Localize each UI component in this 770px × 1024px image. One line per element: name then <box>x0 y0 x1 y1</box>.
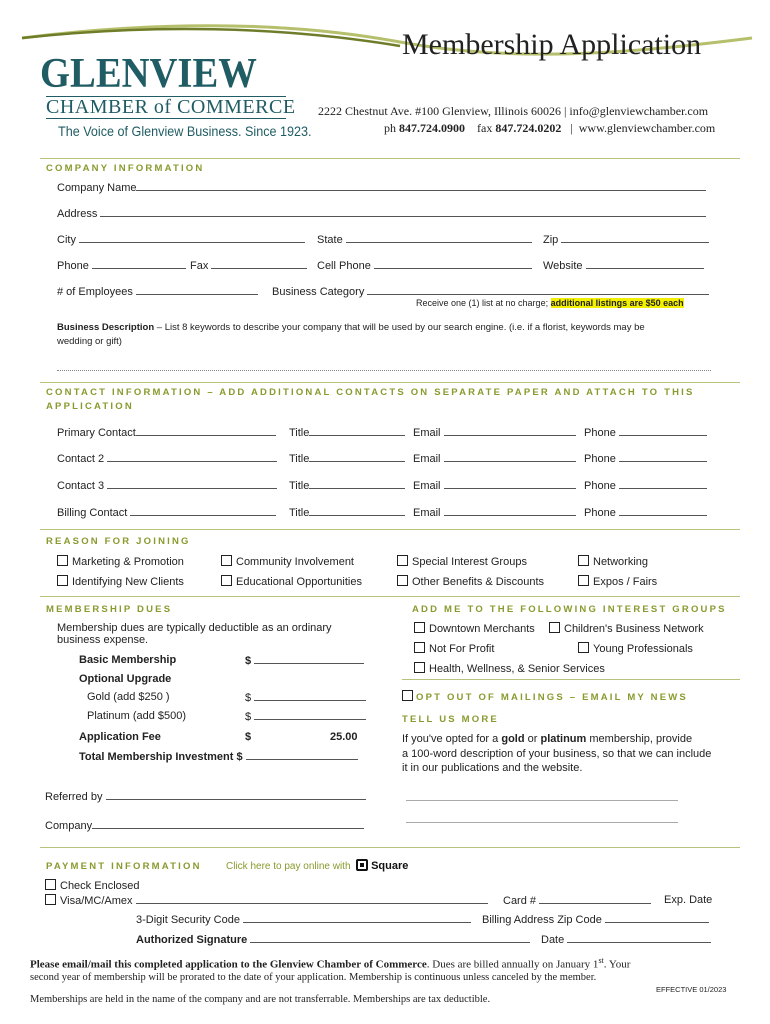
business-description-cont: wedding or gift) <box>57 336 122 347</box>
pay-online-link[interactable]: Click here to pay online with Square <box>226 860 409 872</box>
phone-field[interactable]: Phone <box>57 259 186 272</box>
checkbox-not-for-profit[interactable]: Not For Profit <box>414 642 494 655</box>
checkbox-networking[interactable]: Networking <box>578 555 648 568</box>
checkbox-visa[interactable]: Visa/MC/Amex <box>45 894 488 907</box>
application-fee-value: 25.00 <box>330 731 358 743</box>
footer-line-3: Memberships are held in the name of the company and are not transferrable. Memberships are tax deductible. <box>30 994 491 1005</box>
checkbox-educational[interactable]: Educational Opportunities <box>221 575 362 588</box>
effective-date: EFFECTIVE 01/2023 <box>656 985 727 994</box>
website-link[interactable]: www.glenviewchamber.com <box>578 121 716 135</box>
basic-membership-label: Basic Membership <box>79 654 177 666</box>
business-description: Business Description – List 8 keywords to describe your company that will be used by our search engine. (i.e. if a florist, keywords may be <box>57 322 645 333</box>
checkbox-young-professionals[interactable]: Young Professionals <box>578 642 693 655</box>
employees-field[interactable]: # of Employees <box>57 285 258 298</box>
opt-out-checkbox[interactable]: OPT OUT OF MAILINGS – EMAIL MY NEWS <box>402 690 688 703</box>
description-line-2[interactable] <box>406 822 678 823</box>
date-field[interactable]: Date <box>541 933 711 946</box>
card-number-field[interactable]: Card # <box>503 894 651 907</box>
checkbox-new-clients[interactable]: Identifying New Clients <box>57 575 184 588</box>
tell-us-text-2: a 100-word description of your business, so that we can include <box>402 748 712 760</box>
tell-us-text-3: it in our publications and the website. <box>402 762 583 774</box>
platinum-label: Platinum (add $500) <box>87 710 187 722</box>
application-fee-label: Application Fee <box>79 731 161 743</box>
platinum-amount[interactable]: $ <box>245 710 366 723</box>
phone-number[interactable]: 847.724.0900 <box>399 121 465 135</box>
checkbox-community[interactable]: Community Involvement <box>221 555 354 568</box>
checkbox-downtown[interactable]: Downtown Merchants <box>414 622 535 635</box>
checkbox-childrens[interactable]: Children's Business Network <box>549 622 704 635</box>
company-section-title: COMPANY INFORMATION <box>46 163 205 174</box>
cell-phone-field[interactable]: Cell Phone <box>317 259 532 272</box>
address-line: 2222 Chestnut Ave. #100 Glenview, Illinois 60026 | info@glenviewchamber.com <box>318 104 709 118</box>
checkbox-health-wellness[interactable]: Health, Wellness, & Senior Services <box>414 662 605 675</box>
checkbox-special-interest[interactable]: Special Interest Groups <box>397 555 527 568</box>
footer-line-2: second year of membership will be prorated to the date of your application. Membership is continuous unless canceled by the member. <box>30 972 597 983</box>
contact-section-title-2: APPLICATION <box>46 401 134 412</box>
logo-name: GLENVIEW <box>40 51 257 97</box>
referred-by-field[interactable]: Referred by <box>45 790 366 803</box>
state-field[interactable]: State <box>317 233 532 246</box>
fax-field[interactable]: Fax <box>190 259 307 272</box>
security-code-field[interactable]: 3-Digit Security Code <box>136 913 471 926</box>
checkbox-expos[interactable]: Expos / Fairs <box>578 575 657 588</box>
basic-membership-amount[interactable]: $ <box>245 654 364 667</box>
description-line-1[interactable] <box>406 800 678 801</box>
tell-us-text: If you've opted for a gold or platinum membership, provide <box>402 733 693 745</box>
exp-date-label[interactable]: Exp. Date <box>664 894 713 906</box>
referral-company-field[interactable]: Company <box>45 819 364 832</box>
tagline: The Voice of Glenview Business. Since 1923. <box>58 123 312 139</box>
reason-section-title: REASON FOR JOINING <box>46 536 191 547</box>
contact-section-title: CONTACT INFORMATION – ADD ADDITIONAL CONTACTS ON SEPARATE PAPER AND ATTACH TO THIS <box>46 387 695 398</box>
website-field[interactable]: Website <box>543 259 704 272</box>
contact-line: ph 847.724.0900 fax 847.724.0202 | www.glenviewchamber.com <box>384 121 716 135</box>
gold-amount[interactable]: $ <box>245 691 366 704</box>
dues-intro-2: business expense. <box>57 634 149 646</box>
gold-label: Gold (add $250 ) <box>87 691 170 703</box>
tell-us-title: TELL US MORE <box>402 714 499 725</box>
billing-zip-field[interactable]: Billing Address Zip Code <box>482 913 709 926</box>
signature-field[interactable]: Authorized Signature <box>136 933 530 946</box>
checkbox-marketing[interactable]: Marketing & Promotion <box>57 555 184 568</box>
application-fee-currency: $ <box>245 731 252 743</box>
zip-field[interactable]: Zip <box>543 233 709 246</box>
optional-upgrade-label: Optional Upgrade <box>79 673 172 685</box>
checkbox-other-benefits[interactable]: Other Benefits & Discounts <box>397 575 544 588</box>
business-category-field[interactable]: Business Category <box>272 285 709 298</box>
footer-line-1: Please email/mail this completed application to the Glenview Chamber of Commerce. Dues are billed annually on January 1st. Your <box>30 956 631 971</box>
listing-note: Receive one (1) list at no charge; additional listings are $50 each <box>416 298 684 308</box>
fax-number: 847.724.0202 <box>495 121 562 135</box>
city-field[interactable]: City <box>57 233 305 246</box>
checkbox-check-enclosed[interactable]: Check Enclosed <box>45 879 140 892</box>
logo-sub: CHAMBER of COMMERCE <box>46 96 296 118</box>
company-name-row[interactable]: Company Name <box>57 181 706 194</box>
interest-section-title: ADD ME TO THE FOLLOWING INTEREST GROUPS <box>412 604 727 615</box>
square-logo-icon <box>356 859 368 871</box>
page-title: Membership Application <box>402 28 702 61</box>
payment-section-title: PAYMENT INFORMATION <box>46 861 202 872</box>
address-row[interactable]: Address <box>57 207 706 220</box>
total-investment[interactable]: Total Membership Investment $ <box>79 750 358 763</box>
dues-section-title: MEMBERSHIP DUES <box>46 604 173 615</box>
dues-intro: Membership dues are typically deductible as an ordinary <box>57 622 332 634</box>
business-description-line[interactable] <box>57 370 711 371</box>
